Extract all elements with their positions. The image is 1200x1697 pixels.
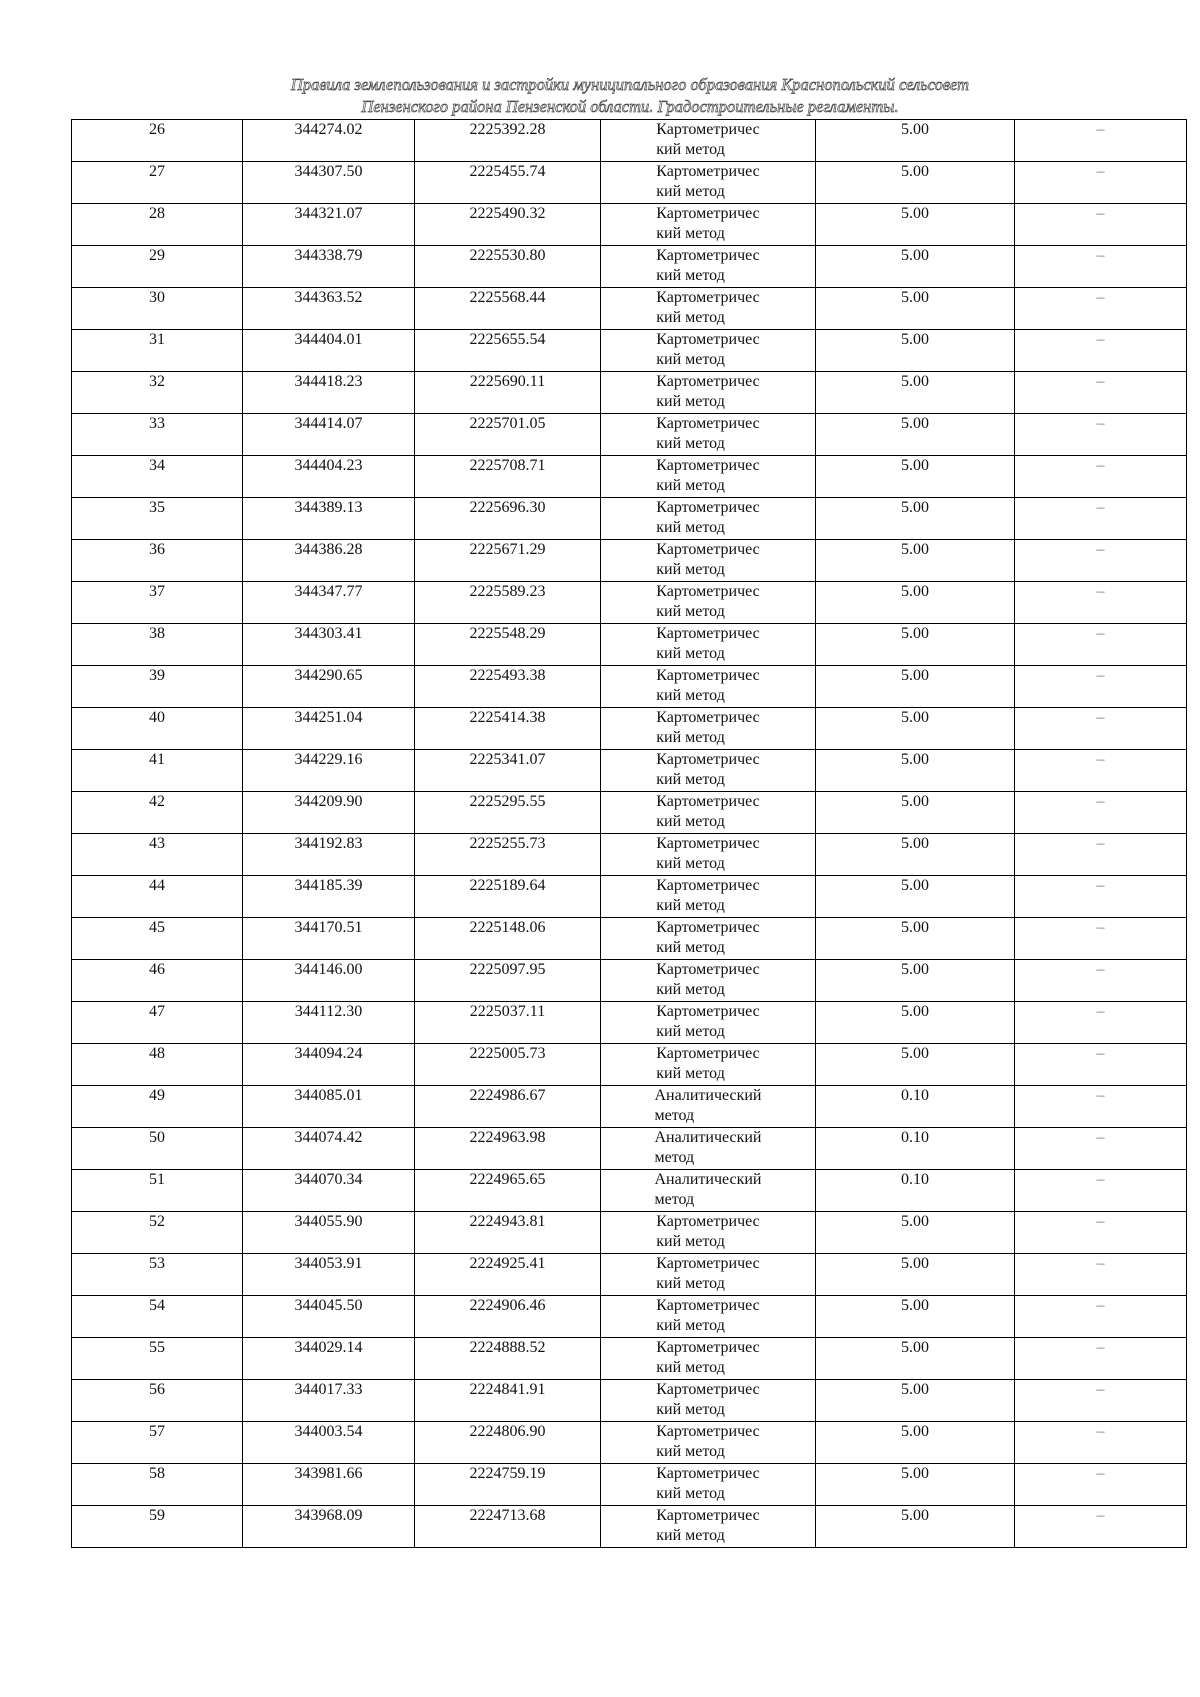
cell-coord-x: 344303.41 xyxy=(243,624,415,666)
cell-method xyxy=(601,120,816,162)
cell-coord-x: 344170.51 xyxy=(243,918,415,960)
cell-coord-x: 344307.50 xyxy=(243,162,415,204)
cell-coord-y: 2225189.64 xyxy=(415,876,601,918)
cell-coord-y: 2225392.28 xyxy=(415,120,601,162)
cell-accuracy: 5.00 xyxy=(816,834,1015,876)
cell-coord-x: 343968.09 xyxy=(243,1506,415,1548)
method-text: Картометричес кий метод xyxy=(656,457,760,494)
method-text: Картометричес кий метод xyxy=(656,1255,760,1292)
cell-coord-y: 2225696.30 xyxy=(415,498,601,540)
method-text: Картометричес кий метод xyxy=(656,625,760,662)
cell-accuracy: 5.00 xyxy=(816,960,1015,1002)
cell-coord-y: 2224943.81 xyxy=(415,1212,601,1254)
cell-coord-y: 2225708.71 xyxy=(415,456,601,498)
cell-method xyxy=(601,288,816,330)
table-row xyxy=(72,540,1187,582)
cell-coord-y: 2224906.46 xyxy=(415,1296,601,1338)
cell-accuracy: 5.00 xyxy=(816,1212,1015,1254)
cell-accuracy: 5.00 xyxy=(816,540,1015,582)
cell-accuracy: 0.10 xyxy=(816,1170,1015,1212)
cell-coord-x: 344094.24 xyxy=(243,1044,415,1086)
cell-coord-x: 344414.07 xyxy=(243,414,415,456)
cell-coord-y: 2224986.67 xyxy=(415,1086,601,1128)
cell-point-number: 30 xyxy=(72,288,243,330)
cell-coord-y: 2224841.91 xyxy=(415,1380,601,1422)
cell-method xyxy=(601,456,816,498)
cell-point-number: 48 xyxy=(72,1044,243,1086)
cell-coord-y: 2224963.98 xyxy=(415,1128,601,1170)
cell-coord-y: 2225295.55 xyxy=(415,792,601,834)
method-text: Аналитический метод xyxy=(654,1171,762,1208)
cell-coord-x: 344229.16 xyxy=(243,750,415,792)
cell-description: – xyxy=(1015,834,1187,876)
cell-accuracy: 5.00 xyxy=(816,204,1015,246)
cell-accuracy: 5.00 xyxy=(816,1464,1015,1506)
cell-coord-y: 2225255.73 xyxy=(415,834,601,876)
cell-coord-y: 2225493.38 xyxy=(415,666,601,708)
table-row xyxy=(72,1506,1187,1548)
table-row xyxy=(72,960,1187,1002)
method-text: Картометричес кий метод xyxy=(656,1465,760,1502)
table-row xyxy=(72,372,1187,414)
cell-method xyxy=(601,1506,816,1548)
cell-description: – xyxy=(1015,456,1187,498)
cell-coord-x: 344251.04 xyxy=(243,708,415,750)
cell-point-number: 44 xyxy=(72,876,243,918)
table-row xyxy=(72,120,1187,162)
cell-accuracy: 5.00 xyxy=(816,456,1015,498)
cell-point-number: 46 xyxy=(72,960,243,1002)
cell-coord-y: 2225148.06 xyxy=(415,918,601,960)
cell-accuracy: 5.00 xyxy=(816,666,1015,708)
cell-description: – xyxy=(1015,120,1187,162)
cell-point-number: 56 xyxy=(72,1380,243,1422)
table-row xyxy=(72,792,1187,834)
cell-point-number: 27 xyxy=(72,162,243,204)
cell-coord-x: 344055.90 xyxy=(243,1212,415,1254)
cell-coord-x: 344321.07 xyxy=(243,204,415,246)
cell-method xyxy=(601,1254,816,1296)
cell-method xyxy=(601,960,816,1002)
cell-description: – xyxy=(1015,1464,1187,1506)
cell-method xyxy=(601,1296,816,1338)
cell-method xyxy=(601,414,816,456)
cell-coord-x: 344017.33 xyxy=(243,1380,415,1422)
cell-coord-y: 2225655.54 xyxy=(415,330,601,372)
method-text: Картометричес кий метод xyxy=(656,247,760,284)
cell-method xyxy=(601,750,816,792)
cell-description: – xyxy=(1015,1338,1187,1380)
cell-point-number: 58 xyxy=(72,1464,243,1506)
cell-coord-x: 344274.02 xyxy=(243,120,415,162)
method-text: Картометричес кий метод xyxy=(656,1045,760,1082)
cell-accuracy: 5.00 xyxy=(816,288,1015,330)
method-text: Картометричес кий метод xyxy=(656,961,760,998)
cell-description: – xyxy=(1015,1296,1187,1338)
cell-coord-y: 2225414.38 xyxy=(415,708,601,750)
table-row xyxy=(72,1380,1187,1422)
cell-description: – xyxy=(1015,288,1187,330)
cell-coord-x: 344070.34 xyxy=(243,1170,415,1212)
cell-accuracy: 5.00 xyxy=(816,582,1015,624)
cell-coord-y: 2225455.74 xyxy=(415,162,601,204)
cell-method xyxy=(601,1044,816,1086)
method-text: Картометричес кий метод xyxy=(656,1003,760,1040)
cell-description: – xyxy=(1015,918,1187,960)
cell-coord-y: 2225589.23 xyxy=(415,582,601,624)
cell-coord-x: 344029.14 xyxy=(243,1338,415,1380)
cell-coord-y: 2225037.11 xyxy=(415,1002,601,1044)
method-text: Картометричес кий метод xyxy=(656,205,760,242)
cell-method xyxy=(601,540,816,582)
table-row xyxy=(72,1422,1187,1464)
cell-point-number: 45 xyxy=(72,918,243,960)
method-text: Картометричес кий метод xyxy=(656,373,760,410)
table-row xyxy=(72,1338,1187,1380)
table-row xyxy=(72,918,1187,960)
cell-accuracy: 5.00 xyxy=(816,1422,1015,1464)
cell-point-number: 33 xyxy=(72,414,243,456)
cell-description: – xyxy=(1015,540,1187,582)
table-row xyxy=(72,1128,1187,1170)
cell-point-number: 43 xyxy=(72,834,243,876)
cell-description: – xyxy=(1015,1044,1187,1086)
cell-coord-y: 2224806.90 xyxy=(415,1422,601,1464)
cell-coord-y: 2224759.19 xyxy=(415,1464,601,1506)
method-text: Картометричес кий метод xyxy=(656,1213,760,1250)
cell-point-number: 51 xyxy=(72,1170,243,1212)
method-text: Картометричес кий метод xyxy=(656,541,760,578)
cell-description: – xyxy=(1015,1086,1187,1128)
cell-method xyxy=(601,372,816,414)
cell-accuracy: 5.00 xyxy=(816,246,1015,288)
cell-method xyxy=(601,792,816,834)
cell-coord-y: 2225548.29 xyxy=(415,624,601,666)
cell-accuracy: 0.10 xyxy=(816,1086,1015,1128)
cell-description: – xyxy=(1015,162,1187,204)
coordinates-table xyxy=(71,119,1187,1548)
cell-point-number: 29 xyxy=(72,246,243,288)
cell-point-number: 54 xyxy=(72,1296,243,1338)
method-text: Картометричес кий метод xyxy=(656,499,760,536)
cell-accuracy: 5.00 xyxy=(816,1296,1015,1338)
table-row xyxy=(72,1002,1187,1044)
cell-method xyxy=(601,834,816,876)
cell-coord-x: 344085.01 xyxy=(243,1086,415,1128)
cell-coord-x: 344386.28 xyxy=(243,540,415,582)
cell-accuracy: 0.10 xyxy=(816,1128,1015,1170)
table-row xyxy=(72,204,1187,246)
cell-point-number: 35 xyxy=(72,498,243,540)
cell-method xyxy=(601,1464,816,1506)
cell-description: – xyxy=(1015,1380,1187,1422)
cell-point-number: 28 xyxy=(72,204,243,246)
cell-description: – xyxy=(1015,624,1187,666)
method-text: Аналитический метод xyxy=(654,1087,762,1124)
cell-point-number: 36 xyxy=(72,540,243,582)
cell-coord-x: 344404.23 xyxy=(243,456,415,498)
cell-coord-x: 344209.90 xyxy=(243,792,415,834)
cell-description: – xyxy=(1015,330,1187,372)
cell-description: – xyxy=(1015,1002,1187,1044)
method-text: Картометричес кий метод xyxy=(656,289,760,326)
table-row xyxy=(72,1044,1187,1086)
cell-point-number: 47 xyxy=(72,1002,243,1044)
cell-coord-y: 2225490.32 xyxy=(415,204,601,246)
cell-coord-y: 2225005.73 xyxy=(415,1044,601,1086)
cell-method xyxy=(601,162,816,204)
cell-description: – xyxy=(1015,1212,1187,1254)
cell-point-number: 32 xyxy=(72,372,243,414)
cell-accuracy: 5.00 xyxy=(816,750,1015,792)
cell-accuracy: 5.00 xyxy=(816,876,1015,918)
cell-point-number: 26 xyxy=(72,120,243,162)
cell-description: – xyxy=(1015,582,1187,624)
cell-accuracy: 5.00 xyxy=(816,498,1015,540)
method-text: Картометричес кий метод xyxy=(656,1339,760,1376)
table-row xyxy=(72,414,1187,456)
cell-description: – xyxy=(1015,1422,1187,1464)
cell-coord-y: 2225690.11 xyxy=(415,372,601,414)
cell-accuracy: 5.00 xyxy=(816,1002,1015,1044)
cell-accuracy: 5.00 xyxy=(816,1338,1015,1380)
method-text: Аналитический метод xyxy=(654,1129,762,1166)
cell-coord-y: 2224888.52 xyxy=(415,1338,601,1380)
cell-method xyxy=(601,1422,816,1464)
table-row xyxy=(72,624,1187,666)
cell-coord-y: 2224965.65 xyxy=(415,1170,601,1212)
cell-method xyxy=(601,1170,816,1212)
cell-description: – xyxy=(1015,1506,1187,1548)
method-text: Картометричес кий метод xyxy=(656,415,760,452)
method-text: Картометричес кий метод xyxy=(656,331,760,368)
cell-coord-x: 344045.50 xyxy=(243,1296,415,1338)
header-line-2: Пензенского района Пензенской области. Градостроительные регламенты. xyxy=(361,97,899,116)
cell-method xyxy=(601,1128,816,1170)
cell-description: – xyxy=(1015,792,1187,834)
cell-description: – xyxy=(1015,498,1187,540)
cell-method xyxy=(601,708,816,750)
cell-coord-x: 344053.91 xyxy=(243,1254,415,1296)
cell-point-number: 37 xyxy=(72,582,243,624)
table-row xyxy=(72,750,1187,792)
cell-accuracy: 5.00 xyxy=(816,120,1015,162)
cell-coord-x: 344185.39 xyxy=(243,876,415,918)
table-row xyxy=(72,1170,1187,1212)
cell-coord-x: 344074.42 xyxy=(243,1128,415,1170)
cell-description: – xyxy=(1015,1254,1187,1296)
table-row xyxy=(72,1296,1187,1338)
cell-point-number: 39 xyxy=(72,666,243,708)
table-row xyxy=(72,498,1187,540)
cell-method xyxy=(601,498,816,540)
cell-point-number: 41 xyxy=(72,750,243,792)
cell-coord-x: 344003.54 xyxy=(243,1422,415,1464)
method-text: Картометричес кий метод xyxy=(656,1381,760,1418)
cell-coord-y: 2225530.80 xyxy=(415,246,601,288)
cell-method xyxy=(601,876,816,918)
cell-coord-x: 344338.79 xyxy=(243,246,415,288)
cell-coord-y: 2224713.68 xyxy=(415,1506,601,1548)
cell-description: – xyxy=(1015,1128,1187,1170)
cell-point-number: 31 xyxy=(72,330,243,372)
cell-point-number: 52 xyxy=(72,1212,243,1254)
cell-accuracy: 5.00 xyxy=(816,372,1015,414)
cell-method xyxy=(601,1002,816,1044)
cell-point-number: 40 xyxy=(72,708,243,750)
cell-description: – xyxy=(1015,1170,1187,1212)
method-text: Картометричес кий метод xyxy=(656,709,760,746)
cell-method xyxy=(601,1338,816,1380)
cell-accuracy: 5.00 xyxy=(816,330,1015,372)
method-text: Картометричес кий метод xyxy=(656,1297,760,1334)
cell-point-number: 57 xyxy=(72,1422,243,1464)
table-row xyxy=(72,834,1187,876)
cell-description: – xyxy=(1015,876,1187,918)
cell-accuracy: 5.00 xyxy=(816,1044,1015,1086)
method-text: Картометричес кий метод xyxy=(656,121,760,158)
cell-method xyxy=(601,624,816,666)
cell-description: – xyxy=(1015,708,1187,750)
cell-coord-x: 344389.13 xyxy=(243,498,415,540)
table-row xyxy=(72,1212,1187,1254)
table-row xyxy=(72,288,1187,330)
cell-coord-x: 344192.83 xyxy=(243,834,415,876)
method-text: Картометричес кий метод xyxy=(656,835,760,872)
cell-point-number: 49 xyxy=(72,1086,243,1128)
cell-method xyxy=(601,918,816,960)
cell-description: – xyxy=(1015,750,1187,792)
cell-method xyxy=(601,1380,816,1422)
cell-coord-y: 2225568.44 xyxy=(415,288,601,330)
cell-method xyxy=(601,246,816,288)
table-row xyxy=(72,876,1187,918)
method-text: Картометричес кий метод xyxy=(656,1507,760,1544)
method-text: Картометричес кий метод xyxy=(656,1423,760,1460)
table-row xyxy=(72,330,1187,372)
cell-accuracy: 5.00 xyxy=(816,1506,1015,1548)
cell-accuracy: 5.00 xyxy=(816,1380,1015,1422)
cell-coord-y: 2224925.41 xyxy=(415,1254,601,1296)
cell-description: – xyxy=(1015,414,1187,456)
cell-point-number: 50 xyxy=(72,1128,243,1170)
table-row xyxy=(72,162,1187,204)
cell-coord-y: 2225671.29 xyxy=(415,540,601,582)
table-row xyxy=(72,246,1187,288)
table-row xyxy=(72,456,1187,498)
cell-coord-x: 344347.77 xyxy=(243,582,415,624)
cell-point-number: 38 xyxy=(72,624,243,666)
cell-point-number: 34 xyxy=(72,456,243,498)
cell-point-number: 42 xyxy=(72,792,243,834)
table-row xyxy=(72,666,1187,708)
cell-description: – xyxy=(1015,372,1187,414)
method-text: Картометричес кий метод xyxy=(656,877,760,914)
table-row xyxy=(72,1464,1187,1506)
cell-point-number: 55 xyxy=(72,1338,243,1380)
method-text: Картометричес кий метод xyxy=(656,667,760,704)
cell-coord-x: 344112.30 xyxy=(243,1002,415,1044)
method-text: Картометричес кий метод xyxy=(656,751,760,788)
cell-coord-x: 344146.00 xyxy=(243,960,415,1002)
cell-method xyxy=(601,1212,816,1254)
cell-method xyxy=(601,582,816,624)
cell-coord-x: 344404.01 xyxy=(243,330,415,372)
method-text: Картометричес кий метод xyxy=(656,163,760,200)
table-row xyxy=(72,582,1187,624)
cell-description: – xyxy=(1015,666,1187,708)
table-row xyxy=(72,708,1187,750)
cell-description: – xyxy=(1015,960,1187,1002)
cell-accuracy: 5.00 xyxy=(816,162,1015,204)
cell-accuracy: 5.00 xyxy=(816,1254,1015,1296)
table-row xyxy=(72,1086,1187,1128)
table-row xyxy=(72,1254,1187,1296)
method-text: Картометричес кий метод xyxy=(656,793,760,830)
cell-accuracy: 5.00 xyxy=(816,414,1015,456)
method-text: Картометричес кий метод xyxy=(656,583,760,620)
cell-coord-x: 344418.23 xyxy=(243,372,415,414)
cell-point-number: 59 xyxy=(72,1506,243,1548)
cell-method xyxy=(601,666,816,708)
cell-method xyxy=(601,204,816,246)
cell-accuracy: 5.00 xyxy=(816,624,1015,666)
cell-coord-x: 344363.52 xyxy=(243,288,415,330)
cell-description: – xyxy=(1015,246,1187,288)
cell-accuracy: 5.00 xyxy=(816,918,1015,960)
cell-coord-y: 2225341.07 xyxy=(415,750,601,792)
header-line-1: Правила землепользования и застройки муниципального образования Краснопольский сельсовет xyxy=(290,75,970,94)
cell-method xyxy=(601,330,816,372)
cell-description: – xyxy=(1015,204,1187,246)
coordinates-table-body xyxy=(72,120,1187,1548)
cell-coord-y: 2225097.95 xyxy=(415,960,601,1002)
cell-accuracy: 5.00 xyxy=(816,792,1015,834)
cell-method xyxy=(601,1086,816,1128)
cell-coord-y: 2225701.05 xyxy=(415,414,601,456)
cell-coord-x: 343981.66 xyxy=(243,1464,415,1506)
cell-coord-x: 344290.65 xyxy=(243,666,415,708)
cell-point-number: 53 xyxy=(72,1254,243,1296)
method-text: Картометричес кий метод xyxy=(656,919,760,956)
cell-accuracy: 5.00 xyxy=(816,708,1015,750)
